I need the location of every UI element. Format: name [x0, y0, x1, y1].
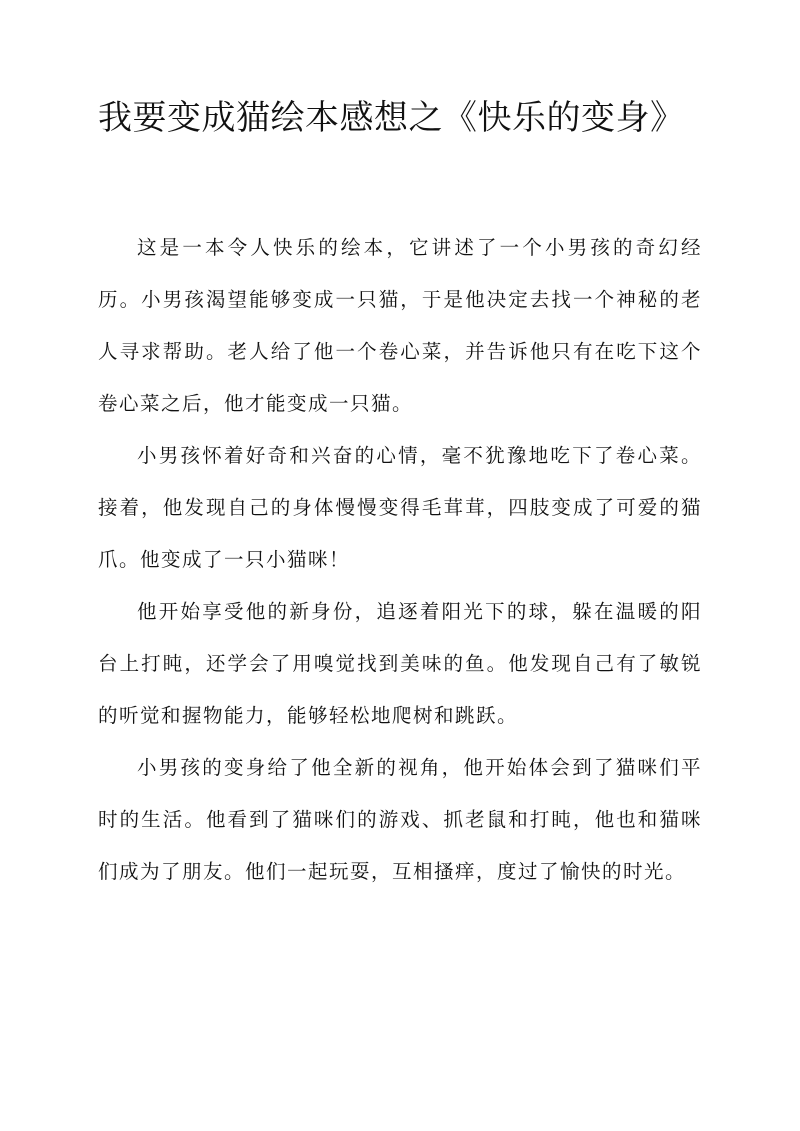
paragraph-4: 小男孩的变身给了他全新的视角，他开始体会到了猫咪们平时的生活。他看到了猫咪们的游戏、抓老鼠和打盹，他也和猫咪们成为了朋友。他们一起玩耍，互相搔痒，度过了愉快的时光。: [98, 756, 702, 883]
paragraph-3: 他开始享受他的新身份，追逐着阳光下的球，躲在温暖的阳台上打盹，还学会了用嗅觉找到美味的鱼。他发现自己有了敏锐的听觉和握物能力，能够轻松地爬树和跳跃。: [98, 600, 702, 727]
paragraph-2: 小男孩怀着好奇和兴奋的心情，毫不犹豫地吃下了卷心菜。接着，他发现自己的身体慢慢变得毛茸茸，四肢变成了可爱的猫爪。他变成了一只小猫咪！: [98, 444, 702, 571]
document-title: 我要变成猫绘本感想之《快乐的变身》: [98, 98, 685, 138]
paragraph-1: 这是一本令人快乐的绘本，它讲述了一个小男孩的奇幻经历。小男孩渴望能够变成一只猫，于是他决定去找一个神秘的老人寻求帮助。老人给了他一个卷心菜，并告诉他只有在吃下这个卷心菜之后，他才能变成一只猫。: [98, 236, 702, 415]
